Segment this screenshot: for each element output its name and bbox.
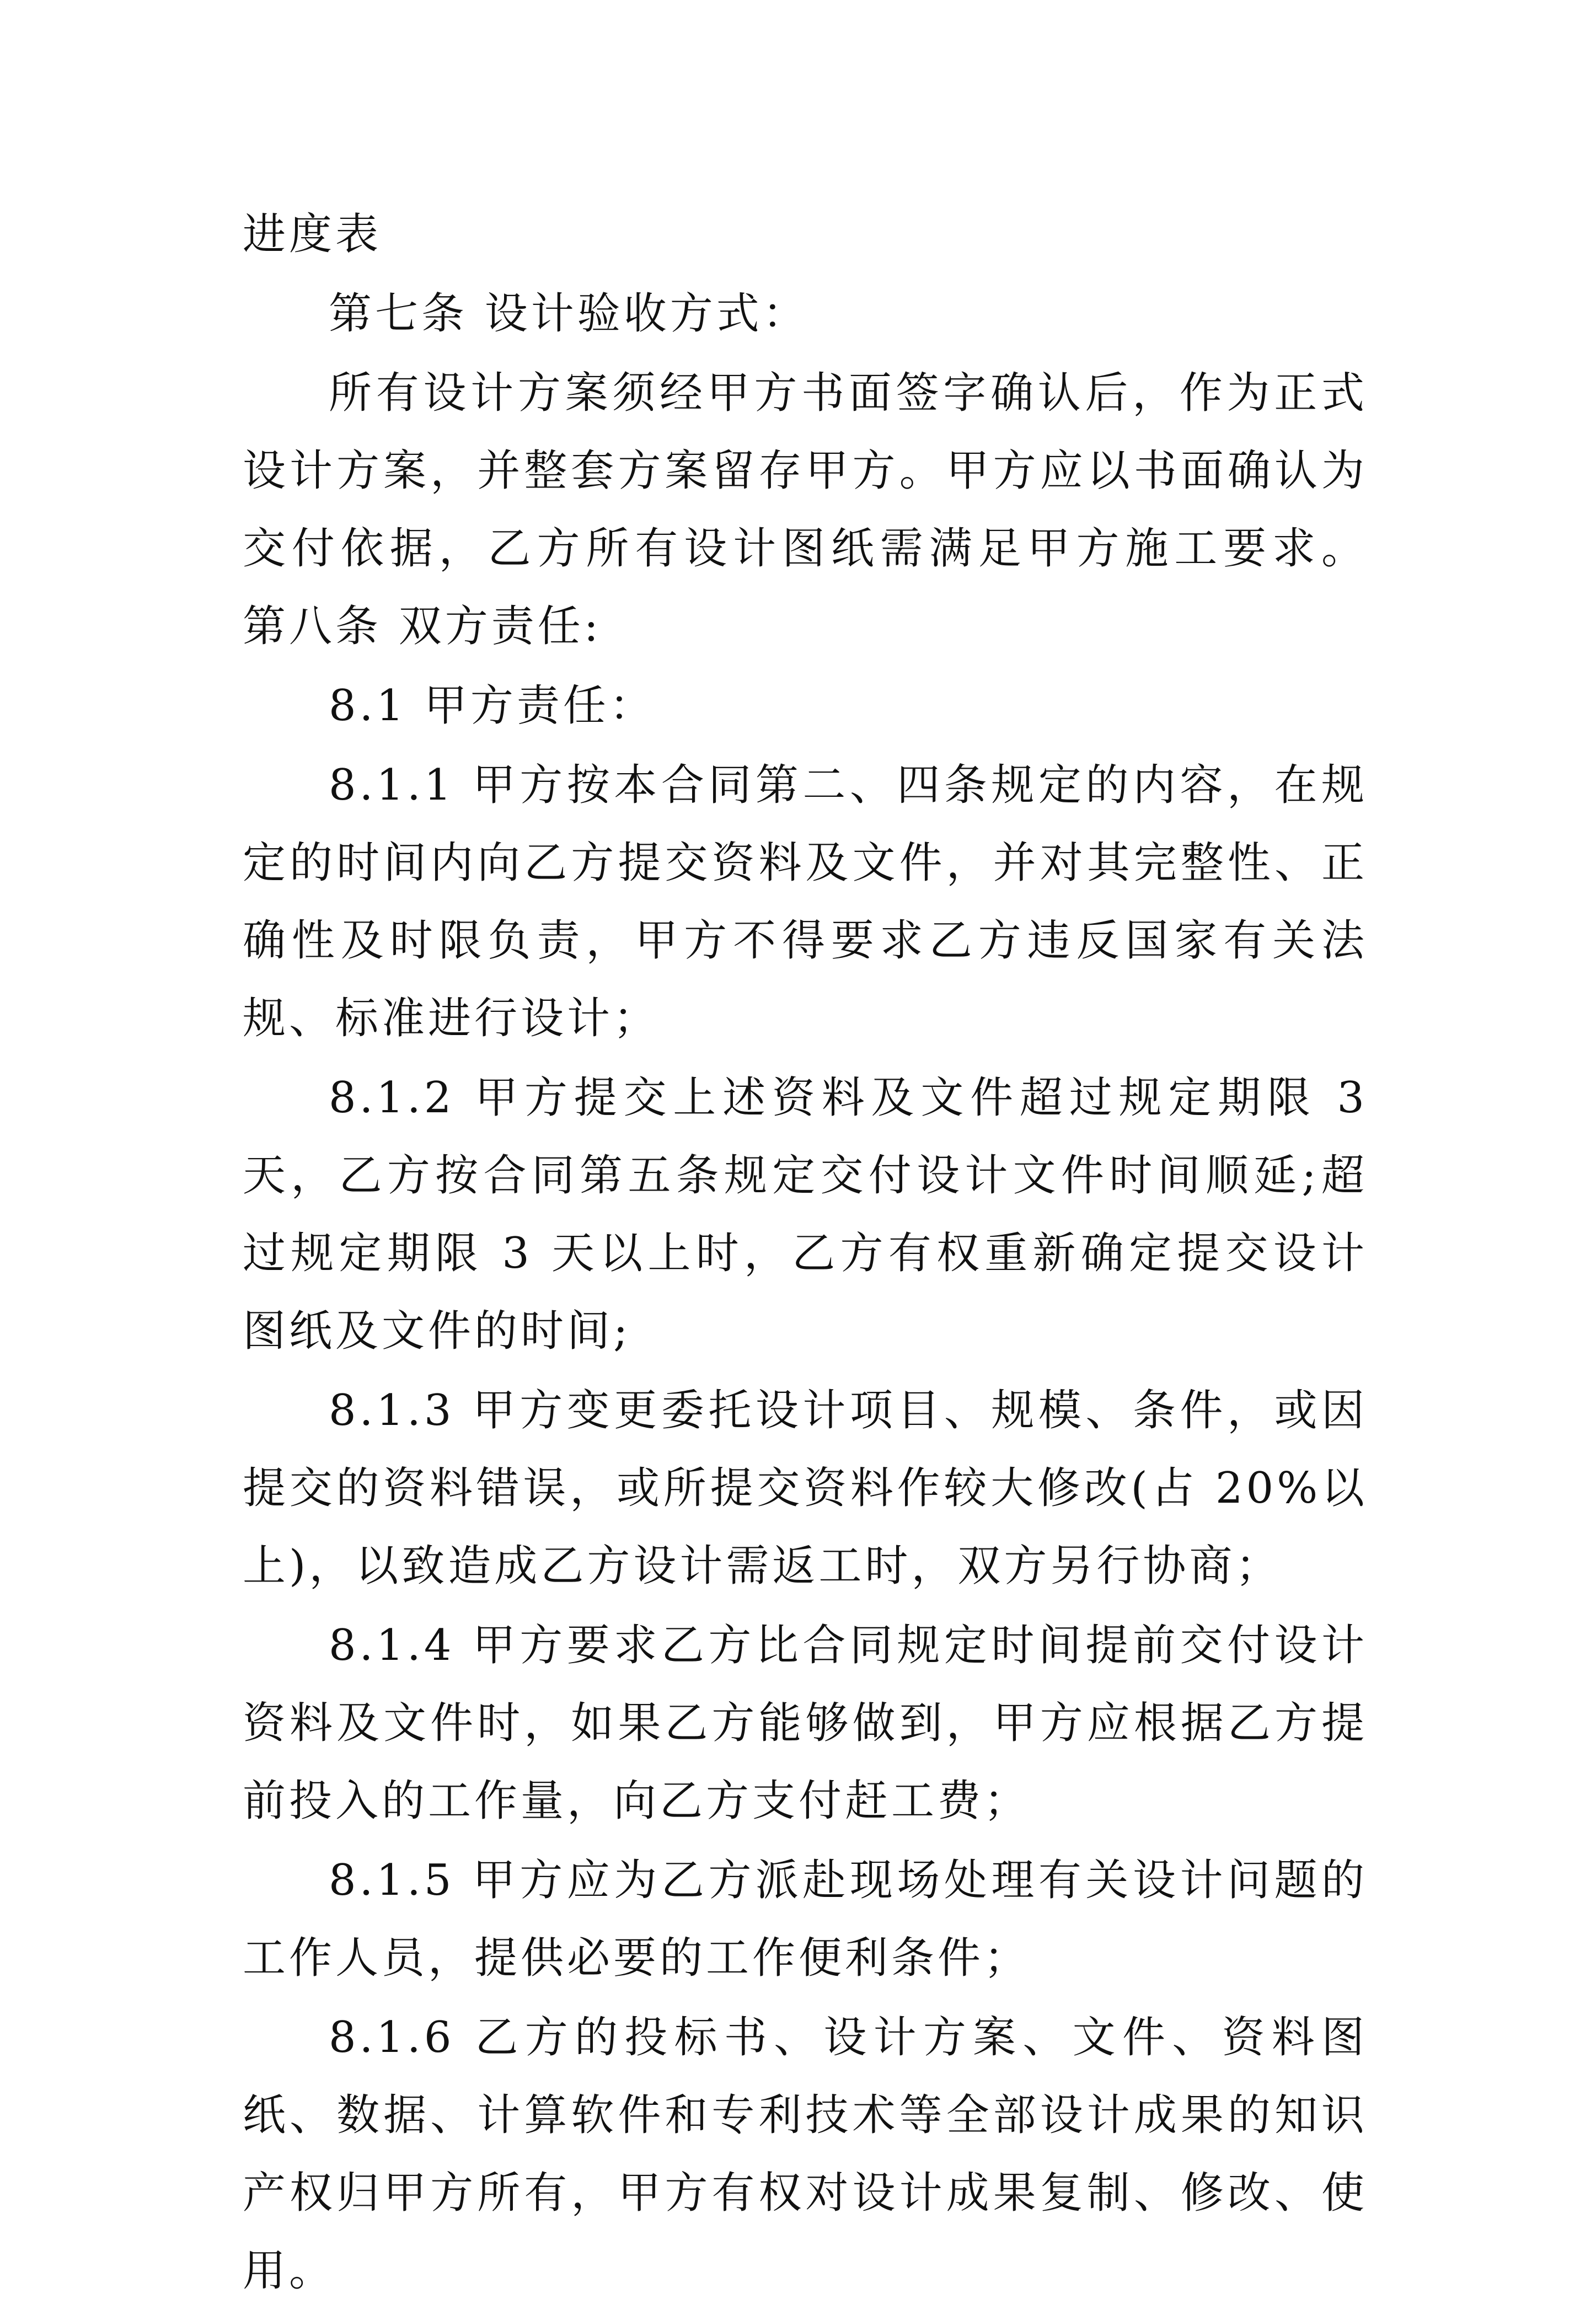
document-body	[243, 196, 1368, 2310]
clause-8-1-2: 8.1.2 甲方提交上述资料及文件超过规定期限 3 天，乙方按合同第五条规定交付设计文件时间顺延;超过规定期限 3 天以上时，乙方有权重新确定提交设计图纸及文件的时间;	[243, 1073, 1368, 1356]
clause-8-1-4: 8.1.4 甲方要求乙方比合同规定时间提前交付设计资料及文件时，如果乙方能够做到，甲方应根据乙方提前投入的工作量，向乙方支付赶工费；	[243, 1621, 1368, 1826]
section-heading: 进度表	[243, 210, 382, 259]
article-7-title: 第七条 设计验收方式：	[329, 289, 809, 339]
clause-8-1-3: 8.1.3 甲方变更委托设计项目、规模、条件，或因提交的资料错误，或所提交资料作较大修改(占 20%以上)，以致造成乙方设计需返工时，双方另行协商；	[243, 1386, 1368, 1591]
article-7-body: 所有设计方案须经甲方书面签字确认后，作为正式设计方案，并整套方案留存甲方。甲方应以书面确认为交付依据，乙方所有设计图纸需满足甲方施工要求。 第八条 双方责任:	[243, 368, 1368, 651]
section-8-1-title: 8.1 甲方责任：	[329, 681, 656, 731]
clause-8-1-5: 8.1.5 甲方应为乙方派赴现场处理有关设计问题的工作人员，提供必要的工作便利条件；	[243, 1856, 1368, 1983]
clause-8-1-6: 8.1.6 乙方的投标书、设计方案、文件、资料图纸、数据、计算软件和专利技术等全部设计成果的知识产权归甲方所有，甲方有权对设计成果复制、修改、使用。	[243, 2013, 1368, 2296]
clause-8-1-1: 8.1.1 甲方按本合同第二、四条规定的内容，在规定的时间内向乙方提交资料及文件，并对其完整性、正确性及时限负责，甲方不得要求乙方违反国家有关法规、标准进行设计；	[243, 760, 1368, 1043]
